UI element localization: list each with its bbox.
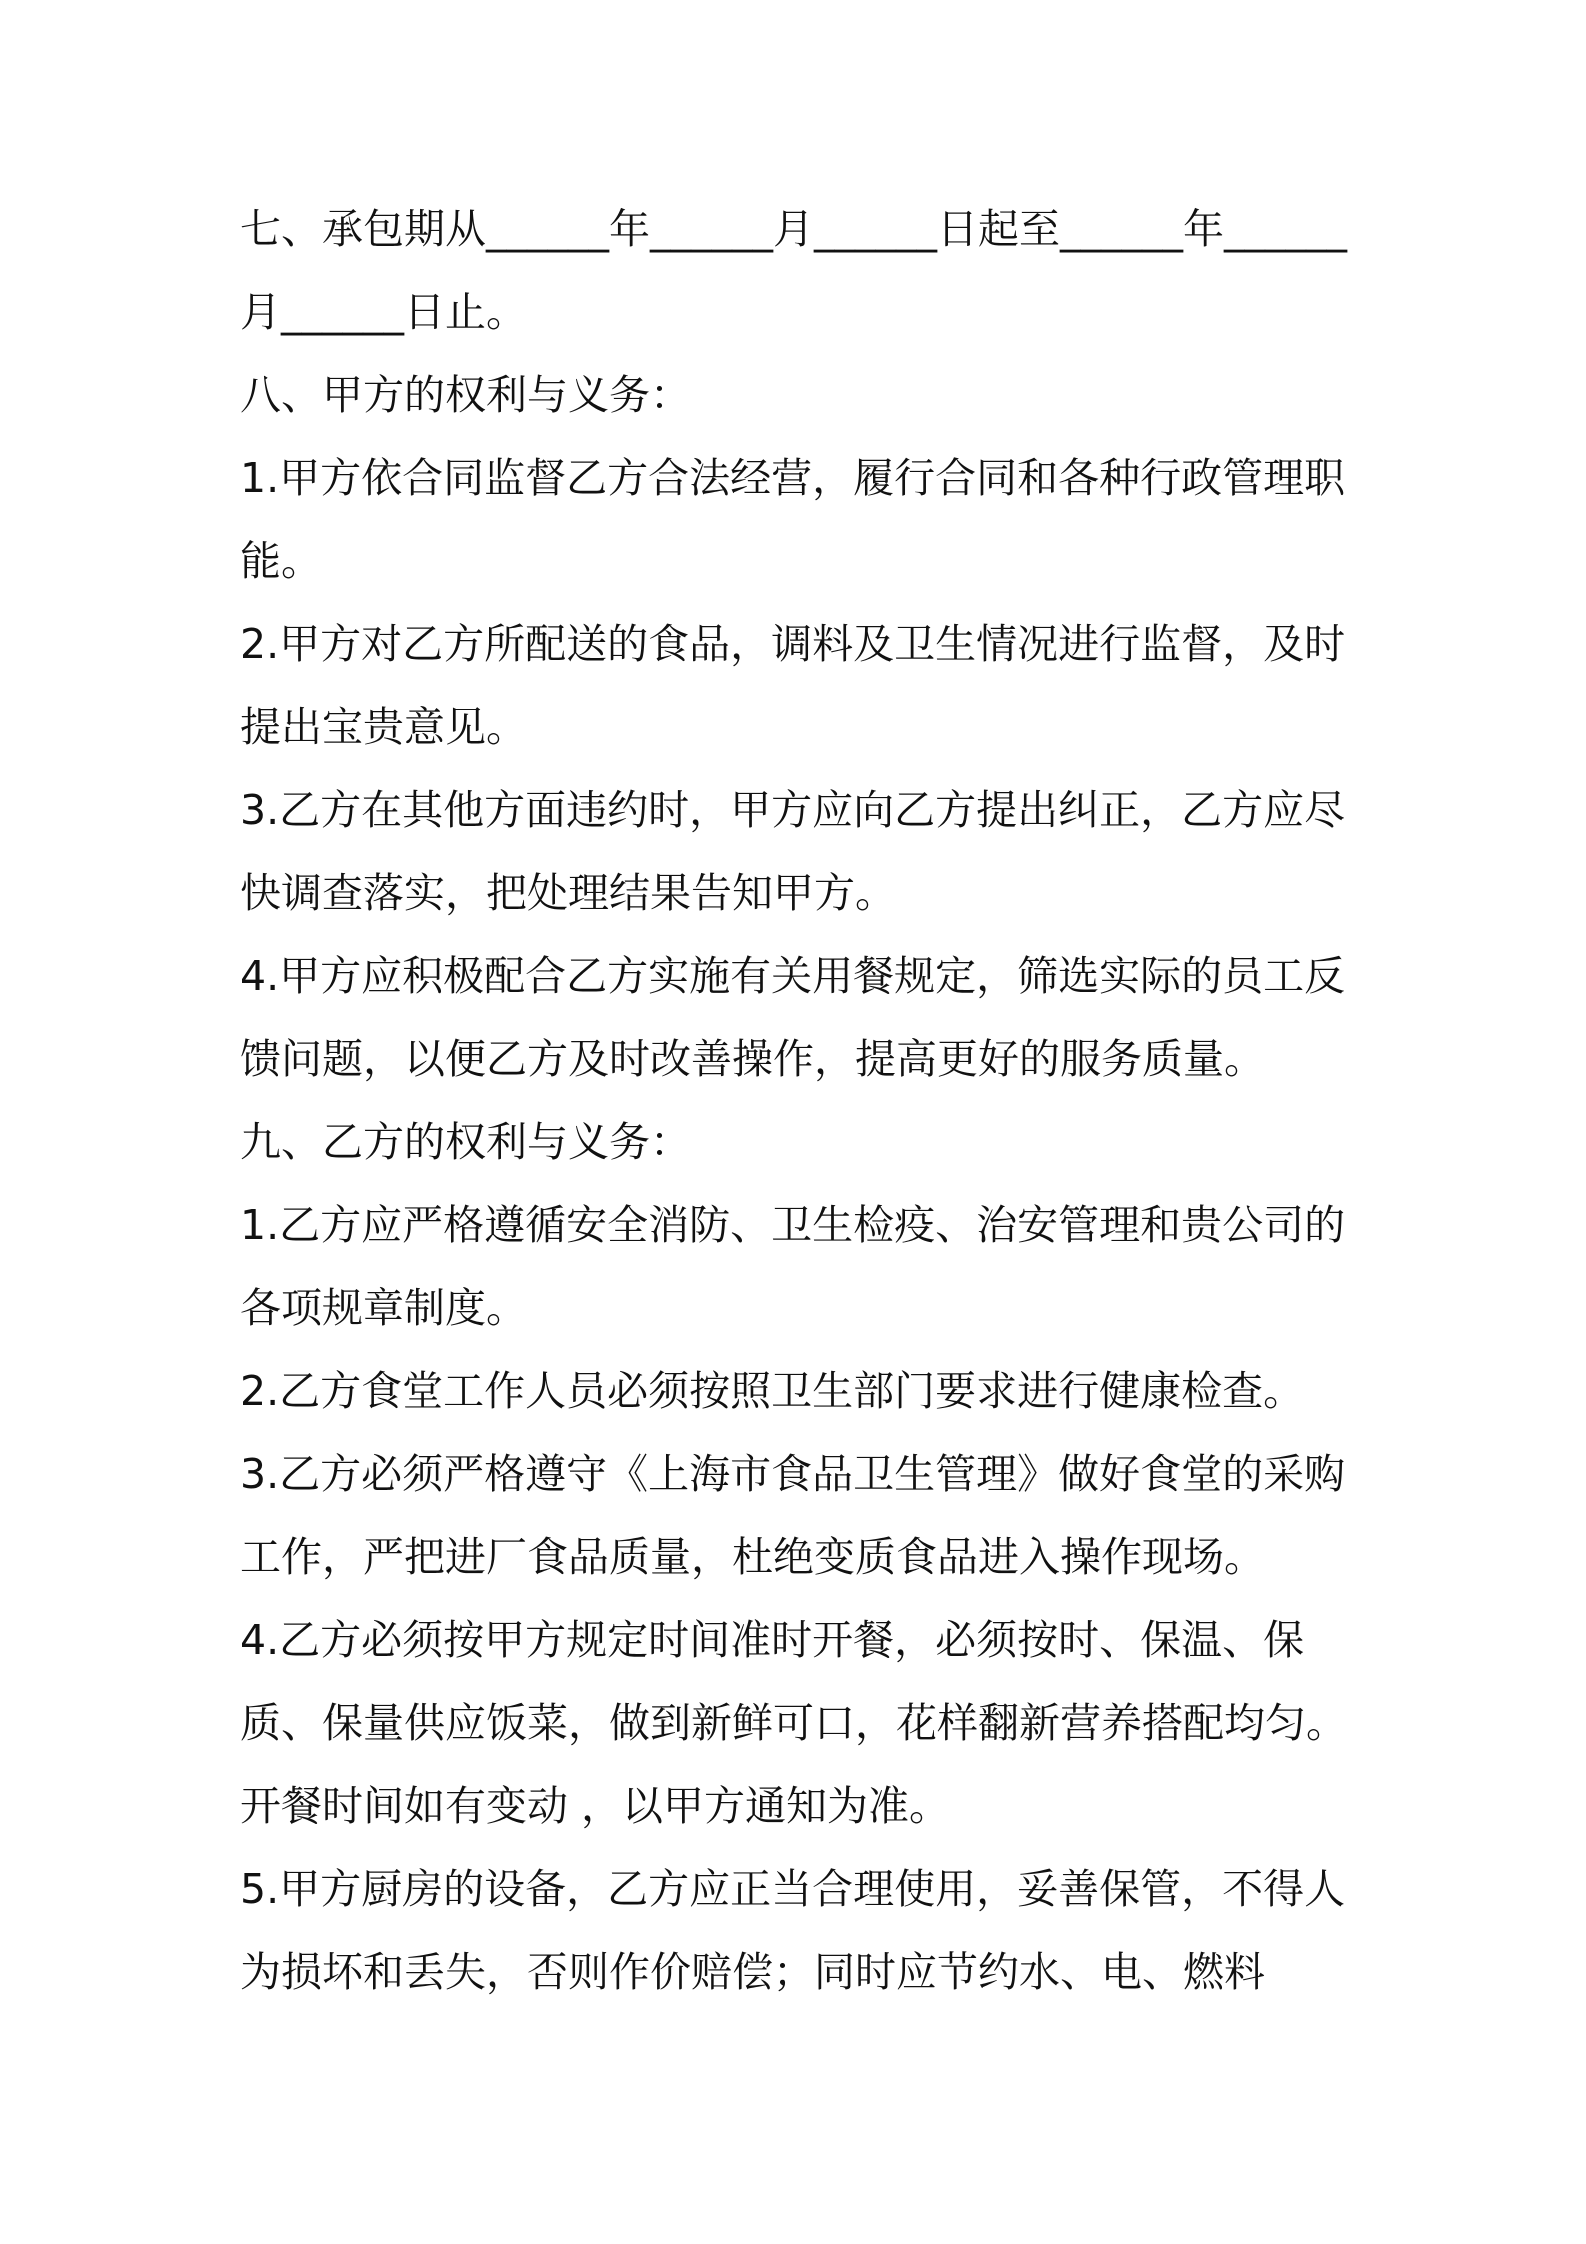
clause-8-4: 4.甲方应积极配合乙方实施有关用餐规定，筛选实际的员工反馈问题，以便乙方及时改善操作，提高更好的服务质量。 bbox=[240, 952, 1346, 1083]
clause-9-2: 2.乙方食堂工作人员必须按照卫生部门要求进行健康检查。 bbox=[240, 1367, 1305, 1415]
clause-9-3: 3.乙方必须严格遵守《上海市食品卫生管理》做好食堂的采购工作，严把进厂食品质量，杜绝变质食品进入操作现场。 bbox=[240, 1450, 1346, 1581]
clause-9-4: 4.乙方必须按甲方规定时间准时开餐，必须按时、保温、保质、保量供应饭菜，做到新鲜可口，花样翻新营养搭配均匀。开餐时间如有变动 ，以甲方通知为准。 bbox=[240, 1616, 1347, 1830]
clause-9-5: 5.甲方厨房的设备，乙方应正当合理使用，妥善保管，不得人为损坏和丢失，否则作价赔偿；同时应节约水、电、燃料 bbox=[240, 1865, 1346, 1996]
section-8-heading: 八、甲方的权利与义务： bbox=[240, 371, 691, 419]
clause-7-contract-period: 七、承包期从______年______月______日起至______年______月______日止。 bbox=[240, 205, 1347, 336]
clause-8-3: 3.乙方在其他方面违约时，甲方应向乙方提出纠正，乙方应尽快调查落实，把处理结果告知甲方。 bbox=[240, 786, 1346, 917]
clause-8-2: 2.甲方对乙方所配送的食品，调料及卫生情况进行监督，及时提出宝贵意见。 bbox=[240, 620, 1346, 751]
clause-8-1: 1.甲方依合同监督乙方合法经营，履行合同和各种行政管理职能。 bbox=[240, 454, 1346, 585]
section-9-heading: 九、乙方的权利与义务： bbox=[240, 1118, 691, 1166]
clause-9-1: 1.乙方应严格遵循安全消防、卫生检疫、治安管理和贵公司的各项规章制度。 bbox=[240, 1201, 1346, 1332]
document-page bbox=[240, 188, 1365, 2014]
